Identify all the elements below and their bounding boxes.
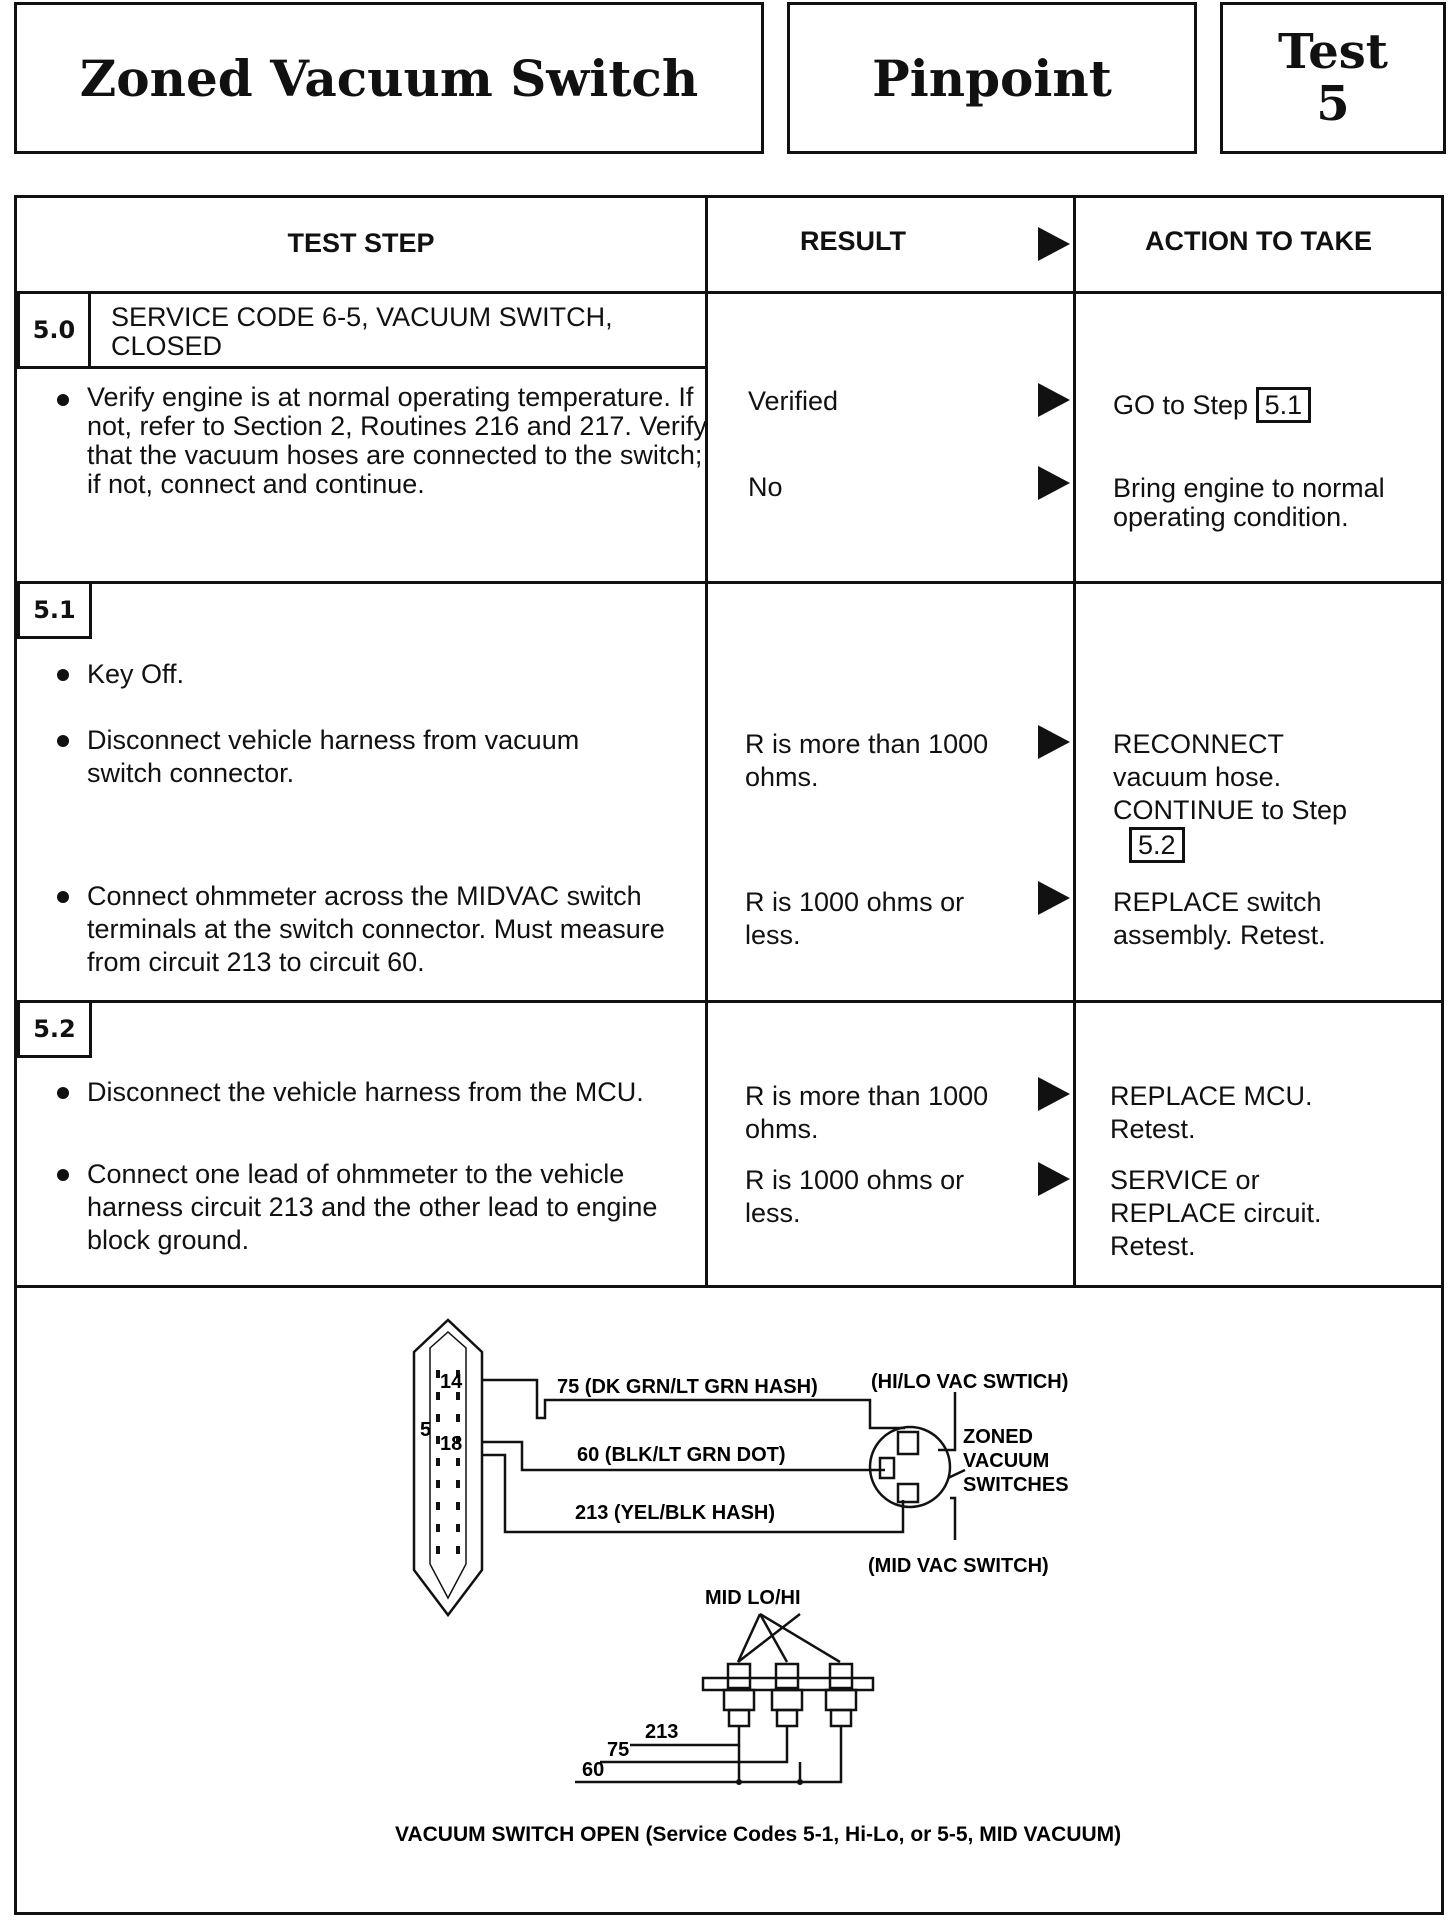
midvac-leader [950, 1498, 955, 1540]
step-5-2-result-2: R is 1000 ohms or less. [745, 1165, 965, 1228]
mcu-connector-outline [414, 1320, 482, 1615]
hilo-terminal [898, 1432, 918, 1454]
wire-75-label: 75 (DK GRN/LT GRN HASH) [557, 1376, 818, 1398]
circuit-213-label: 213 [645, 1721, 679, 1743]
circuit-75-label: 75 [607, 1739, 630, 1761]
action-line: vacuum hose. [1113, 762, 1282, 792]
switch-column-2 [772, 1664, 802, 1726]
step-5-1-result-1: R is more than 1000 ohms. [745, 729, 989, 792]
step-5-2-action-1: REPLACE MCU. Retest. [1110, 1081, 1313, 1144]
step-5-2-bullet-2: Connect one lead of ohmmeter to the vehicle harness circuit 213 and the other lead to engine block ground. [57, 1158, 707, 1257]
center-terminal [880, 1458, 894, 1478]
test-number: 5 [1316, 76, 1350, 132]
zoned-switch-body [870, 1427, 950, 1507]
col-header-result: RESULT [800, 226, 906, 256]
switch-column-1 [724, 1664, 754, 1726]
wire-213-label: 213 (YEL/BLK HASH) [575, 1502, 776, 1524]
midvac-switch-label: (MID VAC SWITCH) [868, 1555, 1049, 1577]
test-label: Test [1278, 24, 1388, 80]
step-5-1-action-2: REPLACE switch assembly. Retest. [1113, 887, 1326, 950]
step-5-2-action-2: SERVICE or REPLACE circuit. Retest. [1110, 1165, 1322, 1261]
zoned-label-line-1: ZONED [963, 1426, 1033, 1448]
step-5-1-bullet-3: Connect ohmmeter across the MIDVAC switch terminals at the switch connector. Must measure from circuit 213 to circuit 60. [57, 880, 707, 979]
step-number-label: 5.0 [32, 316, 76, 344]
page-title: Zoned Vacuum Switch [79, 48, 699, 108]
step-5-0-result-2: No [748, 472, 783, 502]
step-5-2-bullet-1: Disconnect the vehicle harness from the MCU. [57, 1076, 687, 1109]
step-5-0-action-2: Bring engine to normal operating condition. [1113, 473, 1385, 532]
action-line: RECONNECT [1113, 729, 1285, 759]
wire-60-label: 60 (BLK/LT GRN DOT) [577, 1444, 786, 1466]
step-ref-5-2: 5.2 [1129, 827, 1185, 863]
pin-14-label: 14 [440, 1371, 463, 1393]
hilo-switch-label: (HI/LO VAC SWTICH) [871, 1371, 1069, 1393]
mid-lo-hi-label: MID LO/HI [705, 1587, 801, 1609]
zoned-label-line-3: SWITCHES [963, 1474, 1069, 1496]
step-number-label: 5.2 [33, 1015, 76, 1043]
pinpoint-label: Pinpoint [872, 48, 1112, 108]
col-header-action: ACTION TO TAKE [1145, 226, 1372, 256]
midvac-terminal [898, 1484, 918, 1502]
diagram-caption: VACUUM SWITCH OPEN (Service Codes 5-1, Hi-Lo, or 5-5, MID VACUUM) [395, 1823, 1122, 1846]
step-5-1-bullet-1: Key Off. [57, 658, 707, 691]
step-ref-5-1: 5.1 [1256, 387, 1312, 423]
action-text: GO to Step [1113, 390, 1249, 420]
pin-5-label: 5 [420, 1419, 432, 1441]
step-5-1-result-2: R is 1000 ohms or less. [745, 887, 965, 950]
switch-column-3 [826, 1664, 856, 1726]
step-title-5-0: SERVICE CODE 6-5, VACUUM SWITCH, CLOSED [111, 302, 613, 361]
step-5-0-result-1: Verified [748, 386, 839, 416]
step-5-0-bullet: Verify engine is at normal operating temperature. If not, refer to Section 2, Routines 216 and 217. Verify that the vacuum hoses are connected to the switch; if not, connect and continue. [57, 383, 707, 499]
step-5-2-result-1: R is more than 1000 ohms. [745, 1081, 989, 1144]
col-header-test-step: TEST STEP [287, 228, 435, 258]
step-number-label: 5.1 [33, 596, 76, 624]
pin-18-label: 18 [440, 1433, 463, 1455]
step-5-1-bullet-2: Disconnect vehicle harness from vacuum switch connector. [57, 724, 647, 790]
zoned-label-line-2: VACUUM [963, 1450, 1050, 1472]
circuit-60-label: 60 [582, 1759, 605, 1781]
action-line: CONTINUE to Step [1113, 795, 1348, 825]
